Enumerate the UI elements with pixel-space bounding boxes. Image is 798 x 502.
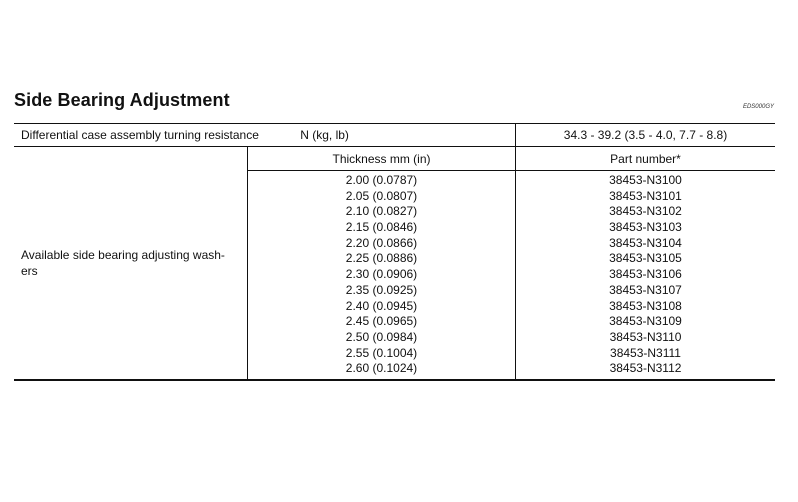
washer-header-row [14, 147, 775, 171]
part-number-value: 38453-N3103 [609, 220, 682, 235]
thickness-value: 2.40 (0.0945) [345, 298, 418, 313]
part-number-value: 38453-N3107 [609, 282, 682, 297]
document-code: EDS000GY [742, 104, 774, 110]
turning-resistance-row [14, 124, 775, 147]
thickness-value: 2.30 (0.0906) [345, 267, 418, 282]
thickness-value: 2.50 (0.0984) [345, 329, 418, 344]
part-number-value: 38453-N3101 [609, 188, 682, 203]
part-number-value: 38453-N3100 [609, 173, 682, 187]
thickness-value: 2.10 (0.0827) [345, 204, 418, 219]
spec-table [14, 123, 775, 381]
thickness-value: 2.35 (0.0925) [345, 282, 418, 297]
page-title: Side Bearing Adjustment [14, 90, 230, 110]
turning-resistance-value: 34.3 - 39.2 (3.5 - 4.0, 7.7 - 8.8) [516, 124, 776, 147]
part-number-list [516, 171, 776, 380]
thickness-value: 2.05 (0.0807) [345, 188, 418, 203]
thickness-header: Thickness mm (in) [248, 147, 516, 171]
turning-resistance-unit: N (kg, lb) [300, 128, 349, 142]
thickness-value: 2.25 (0.0886) [345, 251, 418, 266]
part-number-value: 38453-N3108 [609, 298, 682, 313]
part-number-value: 38453-N3105 [609, 251, 682, 266]
washer-label-line-2: ers [21, 263, 38, 278]
part-number-value: 38453-N3104 [609, 235, 682, 250]
part-number-value: 38453-N3106 [609, 267, 682, 282]
part-number-header: Part number* [516, 147, 776, 171]
thickness-list [248, 171, 516, 380]
part-number-value: 38453-N3102 [609, 204, 682, 219]
thickness-value: 2.55 (0.1004) [345, 345, 418, 360]
thickness-value: 2.45 (0.0965) [345, 314, 418, 329]
thickness-value: 2.00 (0.0787) [345, 173, 418, 187]
part-number-value: 38453-N3111 [610, 345, 681, 360]
part-number-value: 38453-N3109 [609, 314, 682, 329]
part-number-value: 38453-N3112 [609, 361, 682, 376]
turning-resistance-label-cell [14, 124, 516, 147]
thickness-value: 2.15 (0.0846) [345, 220, 418, 235]
washer-label-cell [14, 147, 248, 380]
turning-resistance-label: Differential case assembly turning resistance [21, 128, 259, 142]
thickness-value: 2.20 (0.0866) [345, 235, 418, 250]
washer-label-line-1: Available side bearing adjusting wash- [21, 247, 225, 262]
thickness-value: 2.60 (0.1024) [345, 361, 418, 376]
part-number-value: 38453-N3110 [609, 329, 682, 344]
